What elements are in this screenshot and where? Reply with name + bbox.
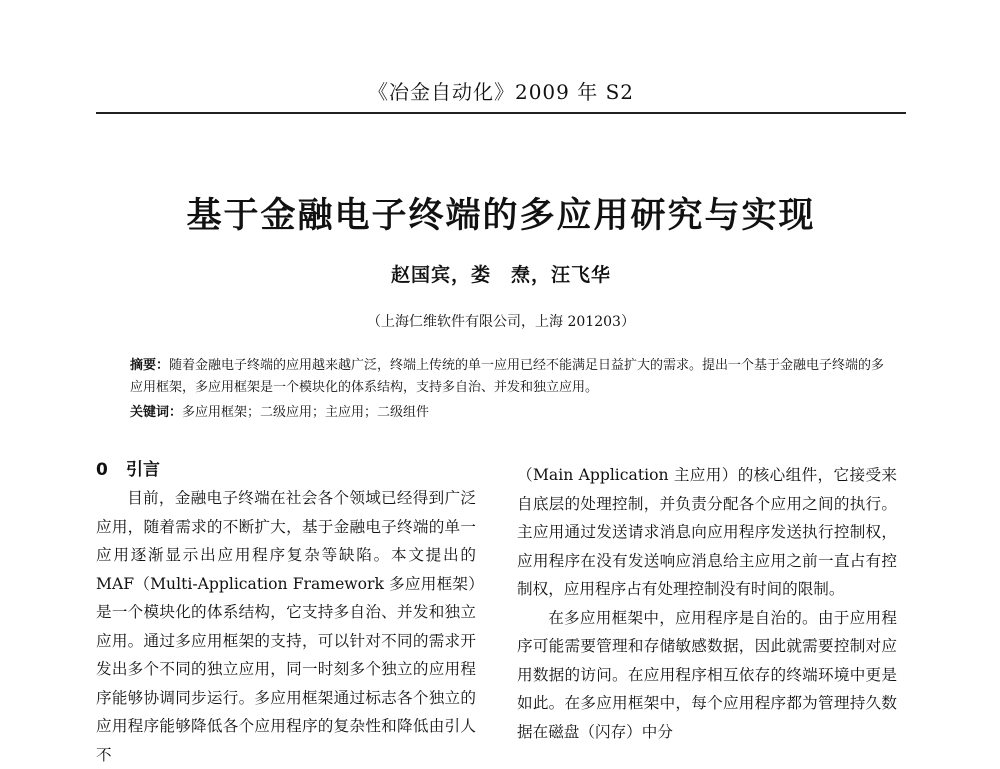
journal-header: 《冶金自动化》2009 年 S2 [367, 80, 635, 104]
abstract-label: 摘要： [130, 358, 170, 373]
keywords [130, 402, 890, 424]
paper-title: 基于金融电子终端的多应用研究与实现 [186, 196, 816, 236]
right-column [517, 461, 897, 746]
authors: 赵国宾，娄 焘，汪飞华 [390, 264, 611, 286]
keywords-label: 关键词： [130, 405, 183, 420]
keywords-text: 多应用框架；二级应用；主应用；二级组件 [182, 405, 430, 420]
intro-paragraph: 目前，金融电子终端在社会各个领域已经得到广泛应用，随着需求的不断扩大，基于金融电子终端的单一应用逐渐显示出应用程序复杂等缺陷。本文提出的 MAF（Multi-Application Framework 多应用框架）是一个模块化的体系结构，它支持多自治、并发和独立应用。通过多应用框架的支持，可以针对不同的需求开发出多个不同的独立应用，同一时刻多个独立的应用程序能够协调同步运行。多应用框架通过标志各个独立的应用程序能够降低各个应用程序的复杂性和降低由引人不 [96, 489, 476, 764]
abstract [130, 355, 890, 399]
section-title: 引言 [126, 460, 160, 480]
left-column [96, 456, 476, 769]
affiliation: （上海仁维软件有限公司，上海 201203） [367, 314, 635, 330]
section-number: 0 [96, 460, 108, 480]
right-paragraph-1: （Main Application 主应用）的核心组件，它接受来自底层的处理控制，并负责分配各个应用之间的执行。主应用通过发送请求消息向应用程序发送执行控制权，应用程序在没有发送响应消息给主应用之前一直占有控制权，应用程序占有处理控制没有时间的限制。 [517, 466, 897, 598]
abstract-text: 随着金融电子终端的应用越来越广泛，终端上传统的单一应用已经不能满足日益扩大的需求。提出一个基于金融电子终端的多应用框架，多应用框架是一个模块化的体系结构，支持多自治、并发和独立应用。 [130, 358, 885, 395]
header-rule [96, 112, 906, 114]
right-paragraph-2: 在多应用框架中，应用程序是自治的。由于应用程序可能需要管理和存储敏感数据，因此就需要控制对应用数据的访问。在应用程序相互依存的终端环境中更是如此。在多应用框架中，每个应用程序都为管理持久数据在磁盘（闪存）中分 [517, 608, 897, 741]
section-heading [96, 456, 476, 484]
